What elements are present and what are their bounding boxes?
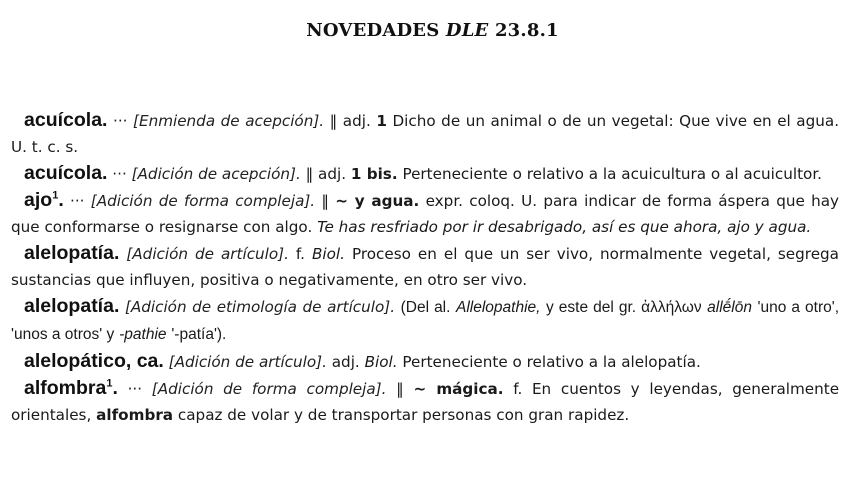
entry-lemma <box>24 377 118 399</box>
homograph-number: 1 <box>52 189 59 202</box>
definition: Perteneciente o relativo a la alelopatía. <box>402 353 701 371</box>
entry-acuicola-1 <box>11 107 839 160</box>
entry-lemma: acuícola. <box>24 162 108 184</box>
entry-alelopatia-1 <box>11 240 839 293</box>
dots-marker: ··· <box>70 192 85 210</box>
entry-alfombra <box>11 375 839 428</box>
title-italic: DLE <box>445 20 489 41</box>
grammar-category: adj. <box>331 353 360 371</box>
definition: expr. coloq. U. para indicar de forma áspera que hay que conformarse o resignarse con algo. <box>11 192 840 236</box>
lemma-period: . <box>58 189 64 211</box>
usage-example: Te has resfriado por ir desabrigado, así es que ahora, ajo y agua. <box>317 218 812 236</box>
sense-number: 1 <box>376 112 387 130</box>
entry-lemma: alelopatía. <box>24 242 120 264</box>
page-title <box>0 20 865 41</box>
complex-form: ~ mágica. <box>413 380 504 398</box>
entry-lemma: alelopatía. <box>24 295 120 317</box>
field-mark: Biol. <box>311 245 345 263</box>
homograph-number: 1 <box>106 377 113 390</box>
entry-note: [Adición de artículo]. <box>126 245 289 263</box>
title-prefix: NOVEDADES <box>306 20 440 41</box>
etymology-text: (Del al. <box>400 299 451 316</box>
title-version: 23.8.1 <box>494 20 559 41</box>
definition: f. En cuentos y leyendas, generalmente orientales, <box>11 380 840 424</box>
entry-lemma <box>24 189 64 211</box>
complex-form: ~ y agua. <box>335 192 420 210</box>
lemma-word: ajo <box>24 189 53 211</box>
entry-lemma: alelopático, ca. <box>24 350 164 372</box>
definition: Perteneciente o relativo a la acuicultura o al acuicultor. <box>402 165 823 183</box>
dots-marker: ··· <box>127 380 143 398</box>
lemma-period: . <box>112 377 118 399</box>
entry-lemma: acuícola. <box>24 109 108 131</box>
field-mark: Biol. <box>364 353 398 371</box>
separator: ‖ <box>396 380 404 398</box>
entry-acuicola-2 <box>11 160 839 187</box>
grammar-category: f. <box>295 245 305 263</box>
separator: ‖ <box>305 165 314 183</box>
etymology-text: '-patía'). <box>171 326 227 343</box>
entry-note: [Adición de etimología de artículo]. <box>124 298 396 316</box>
etymology-word: allḗlōn <box>707 299 752 316</box>
entries-list <box>11 107 839 428</box>
definition: Proceso en el que un ser vivo, normalmente vegetal, segrega sustancias que influyen, positiva o negativamente, en otro ser vivo. <box>11 245 839 289</box>
entry-note: [Enmienda de acepción]. <box>133 112 325 130</box>
definition-bold-word: alfombra <box>96 406 174 424</box>
entry-note: [Adición de artículo]. <box>168 353 327 371</box>
separator: ‖ <box>321 192 330 210</box>
grammar-category: adj. <box>318 165 347 183</box>
definition: Dicho de un animal o de un vegetal: Que vive en el agua. U. t. c. s. <box>11 112 840 156</box>
etymology-text: y este del gr. ἀλλήλων <box>546 299 702 316</box>
entry-note: [Adición de forma compleja]. <box>90 192 316 210</box>
entry-ajo <box>11 187 839 240</box>
sense-number: 1 bis. <box>350 165 398 183</box>
entry-note: [Adición de acepción]. <box>131 165 301 183</box>
etymology-text: 'uno a otro', 'unos a otros' y <box>11 299 840 343</box>
etymology-word: -pathie <box>119 326 167 343</box>
entry-alelopatia-2 <box>11 293 839 348</box>
entry-note: [Adición de forma compleja]. <box>151 380 387 398</box>
definition: capaz de volar y de transportar personas con gran rapidez. <box>177 406 630 424</box>
lemma-word: alfombra <box>24 377 107 399</box>
entry-alelopatico <box>11 348 839 375</box>
grammar-category: adj. <box>342 112 371 130</box>
etymology-word: Allelopathie, <box>456 299 541 316</box>
dots-marker: ··· <box>112 165 127 183</box>
dots-marker: ··· <box>113 112 128 130</box>
separator: ‖ <box>329 112 338 130</box>
